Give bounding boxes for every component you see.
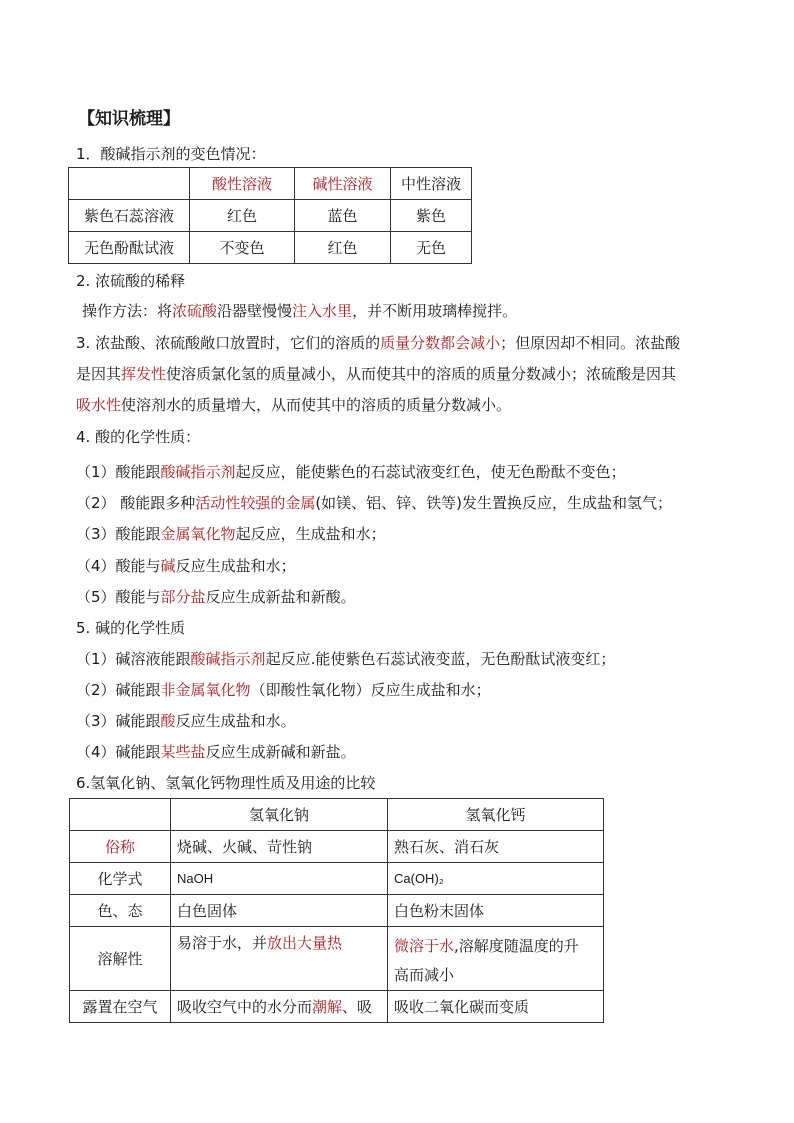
table-cell: 白色粉末固体 [388,895,604,927]
table-cell: 不变色 [190,232,295,264]
text-span: ；但原因却不相同。浓盐酸 [500,334,681,352]
text-span: 起反应.能使紫色石蕊试液变蓝，无色酚酞试液变红； [265,650,616,668]
table-cell: NaOH [171,863,388,895]
section-4-title: 4. 酸的化学性质： [76,428,201,446]
table-row [69,168,472,200]
table-header-basic: 碱性溶液 [295,168,391,200]
text-span: 反应生成盐和水。 [175,712,296,730]
section-2-title: 2. 浓硫酸的稀释 [76,272,186,290]
text-span: 是因其 [76,365,122,383]
table-cell: 红色 [190,200,295,232]
table-row [70,831,604,863]
table-header-naoh: 氢氧化钠 [171,799,388,831]
row-label-formula: 化学式 [70,863,171,895]
text-span: 高而减小 [394,966,455,984]
highlight-text: 微溶于水 [394,937,455,955]
table-cell [388,927,604,991]
text-span: 反应生成新盐和新酸。 [205,588,356,606]
highlight-text: 潮解 [312,998,343,1016]
base-property-4 [76,741,356,762]
table-cell [69,168,190,200]
table-header-caoh: 氢氧化钙 [388,799,604,831]
highlight-text: 部分盐 [160,588,206,606]
table-cell: 烧碱、火碱、苛性钠 [171,831,388,863]
acid-property-2 [76,492,672,513]
table-cell: 紫色石蕊溶液 [69,200,190,232]
highlight-text: 某些盐 [160,743,206,761]
row-label-air-exposure: 露置在空气 [70,991,171,1023]
indicator-color-table [68,167,472,264]
base-property-1 [76,648,615,669]
table-row [70,895,604,927]
text-span: （1）酸能跟 [76,463,161,481]
text-span: ,溶解度随温度的升 [454,937,579,955]
text-span: 操作方法：将 [82,302,173,320]
text-span: 使溶剂水的质量增大，从而使其中的溶质的质量分数减小。 [121,396,512,414]
table-row [70,799,604,831]
text-span: （4）碱能跟 [76,743,161,761]
highlight-text: 吸水性 [76,396,122,414]
text-span: 吸收空气中的水分而 [177,998,313,1016]
highlight-text: 碱 [160,557,176,575]
highlight-text: 酸碱指示剂 [190,650,266,668]
table-cell: 吸收二氧化碳而变质 [388,991,604,1023]
section-5-title: 5. 碱的化学性质 [76,619,186,637]
table-header-neutral: 中性溶液 [391,168,472,200]
table-row [70,863,604,895]
highlight-text: 活动性较强的金属 [195,494,316,512]
table-header-acidic: 酸性溶液 [190,168,295,200]
highlight-text: 酸碱指示剂 [160,463,236,481]
text-span: 起反应，生成盐和水； [235,525,386,543]
dilution-method [82,300,517,321]
row-label-solubility: 溶解性 [70,927,171,991]
text-span: 使溶质氯化氢的质量减小，从而使其中的溶质的质量分数减小；浓硫酸是因其 [166,365,677,383]
row-label-appearance: 色、态 [70,895,171,927]
table-cell: 紫色 [391,200,472,232]
table-cell [171,991,388,1023]
highlight-text: 金属氧化物 [160,525,236,543]
row-label-common-name: 俗称 [70,831,171,863]
table-cell: 白色固体 [171,895,388,927]
table-cell [70,799,171,831]
highlight-text: 浓硫酸 [172,302,218,320]
highlight-text: 放出大量热 [267,934,343,952]
table-cell: Ca(OH)₂ [388,863,604,895]
table-cell: 无色酚酞试液 [69,232,190,264]
text-span: （1）碱溶液能跟 [76,650,191,668]
table-cell: 无色 [391,232,472,264]
acid-property-5 [76,586,356,607]
section-3-line-2 [76,363,676,384]
highlight-text: 酸 [160,712,176,730]
text-span: （3）酸能跟 [76,525,161,543]
text-span: 、吸 [342,998,373,1016]
section-heading: 【知识梳理】 [78,109,180,129]
table-row [69,200,472,232]
text-span: (如镁、铝、锌、铁等)发生置换反应，生成盐和氢气； [315,494,673,512]
highlight-text: 挥发性 [121,365,167,383]
acid-property-3 [76,523,386,544]
text-span: 反应生成盐和水； [175,557,296,575]
table-cell: 红色 [295,232,391,264]
section-3-line-1 [76,332,680,353]
acid-property-4 [76,555,296,576]
text-span: （2） 酸能跟多种 [76,494,196,512]
text-span: （5）酸能与 [76,588,161,606]
table-row [69,232,472,264]
section-6-title: 6.氢氧化钠、氢氧化钙物理性质及用途的比较 [76,774,376,792]
highlight-text: 非金属氧化物 [160,681,251,699]
text-span: 反应生成新碱和新盐。 [205,743,356,761]
table-cell: 蓝色 [295,200,391,232]
table-row [70,927,604,991]
section-3-line-3 [76,394,511,415]
text-span: 易溶于水，并 [177,934,268,952]
text-span: （即酸性氧化物）反应生成盐和水； [250,681,491,699]
base-property-3 [76,710,296,731]
text-span: ，并不断用玻璃棒搅拌。 [352,302,518,320]
text-span: 3. 浓盐酸、浓硫酸敞口放置时，它们的溶质的 [76,334,381,352]
text-span: （4）酸能与 [76,557,161,575]
hydroxide-comparison-table [69,798,604,1023]
highlight-text: 质量分数都会减小 [380,334,501,352]
text-span: （2）碱能跟 [76,681,161,699]
text-span: 起反应，能使紫色的石蕊试液变红色，使无色酚酞不变色； [235,463,626,481]
text-span: （3）碱能跟 [76,712,161,730]
highlight-text: 注入水里 [292,302,353,320]
table-row [70,991,604,1023]
acid-property-1 [76,461,626,482]
table-cell [171,927,388,991]
base-property-2 [76,679,491,700]
section-1-title: 1．酸碱指示剂的变色情况： [76,145,266,163]
text-span: 沿器壁慢慢 [217,302,293,320]
table-cell: 熟石灰、消石灰 [388,831,604,863]
